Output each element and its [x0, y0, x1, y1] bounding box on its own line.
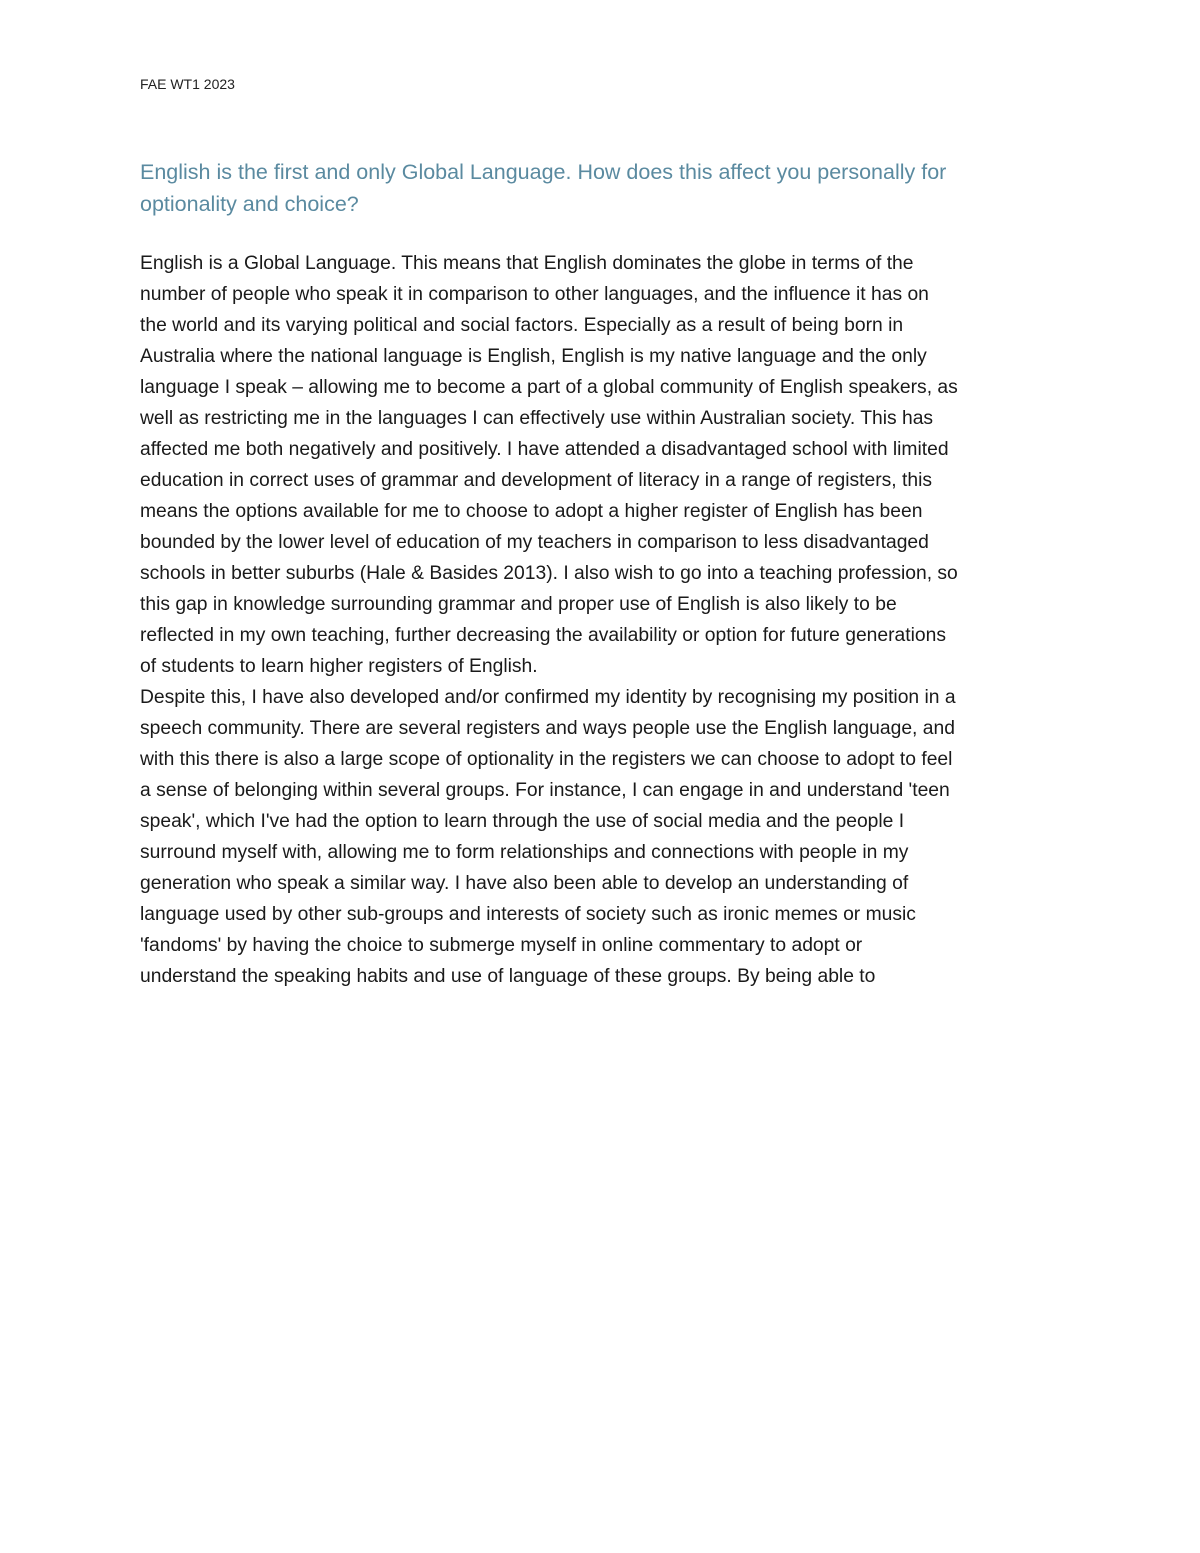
text-line: 'fandoms' by having the choice to submerge myself in online commentary to adopt or — [140, 935, 863, 956]
text-line: number of people who speak it in comparison to other languages, and the influence it has on — [140, 284, 929, 305]
text-line: generation who speak a similar way. I have also been able to develop an understanding of — [140, 873, 909, 894]
heading-line: English is the first and only Global Language. How does this affect you personally for — [140, 160, 947, 184]
text-line: well as restricting me in the languages I can effectively use within Australian society. This has — [140, 408, 934, 429]
essay-body — [140, 248, 1070, 992]
text-line: speech community. There are several registers and ways people use the English language, and — [140, 718, 955, 739]
document-header: FAE WT1 2023 — [140, 76, 235, 92]
paragraph-2 — [140, 682, 1070, 992]
heading-line: optionality and choice? — [140, 192, 359, 216]
text-line: a sense of belonging within several groups. For instance, I can engage in and understand 'teen — [140, 780, 950, 801]
text-line: of students to learn higher registers of English. — [140, 656, 538, 677]
text-line: schools in better suburbs (Hale & Basides 2013). I also wish to go into a teaching profession, so — [140, 563, 958, 584]
text-line: this gap in knowledge surrounding grammar and proper use of English is also likely to be — [140, 594, 897, 615]
text-line: means the options available for me to choose to adopt a higher register of English has been — [140, 501, 923, 522]
text-line: surround myself with, allowing me to form relationships and connections with people in my — [140, 842, 909, 863]
text-line: affected me both negatively and positively. I have attended a disadvantaged school with limited — [140, 439, 949, 460]
paragraph-1 — [140, 248, 1070, 682]
text-line: Despite this, I have also developed and/or confirmed my identity by recognising my position in a — [140, 687, 956, 708]
text-line: language I speak – allowing me to become a part of a global community of English speakers, as — [140, 377, 958, 398]
text-line: English is a Global Language. This means that English dominates the globe in terms of the — [140, 253, 914, 274]
text-line: bounded by the lower level of education of my teachers in comparison to less disadvantaged — [140, 532, 929, 553]
text-line: Australia where the national language is English, English is my native language and the only — [140, 346, 927, 367]
text-line: understand the speaking habits and use of language of these groups. By being able to — [140, 966, 876, 987]
text-line: speak', which I've had the option to learn through the use of social media and the people I — [140, 811, 905, 832]
text-line: language used by other sub-groups and interests of society such as ironic memes or music — [140, 904, 916, 925]
text-line: the world and its varying political and social factors. Especially as a result of being born in — [140, 315, 904, 336]
text-line: reflected in my own teaching, further decreasing the availability or option for future generations — [140, 625, 946, 646]
essay-question-heading — [140, 156, 1060, 220]
text-line: with this there is also a large scope of optionality in the registers we can choose to adopt to feel — [140, 749, 953, 770]
text-line: education in correct uses of grammar and development of literacy in a range of registers, this — [140, 470, 932, 491]
